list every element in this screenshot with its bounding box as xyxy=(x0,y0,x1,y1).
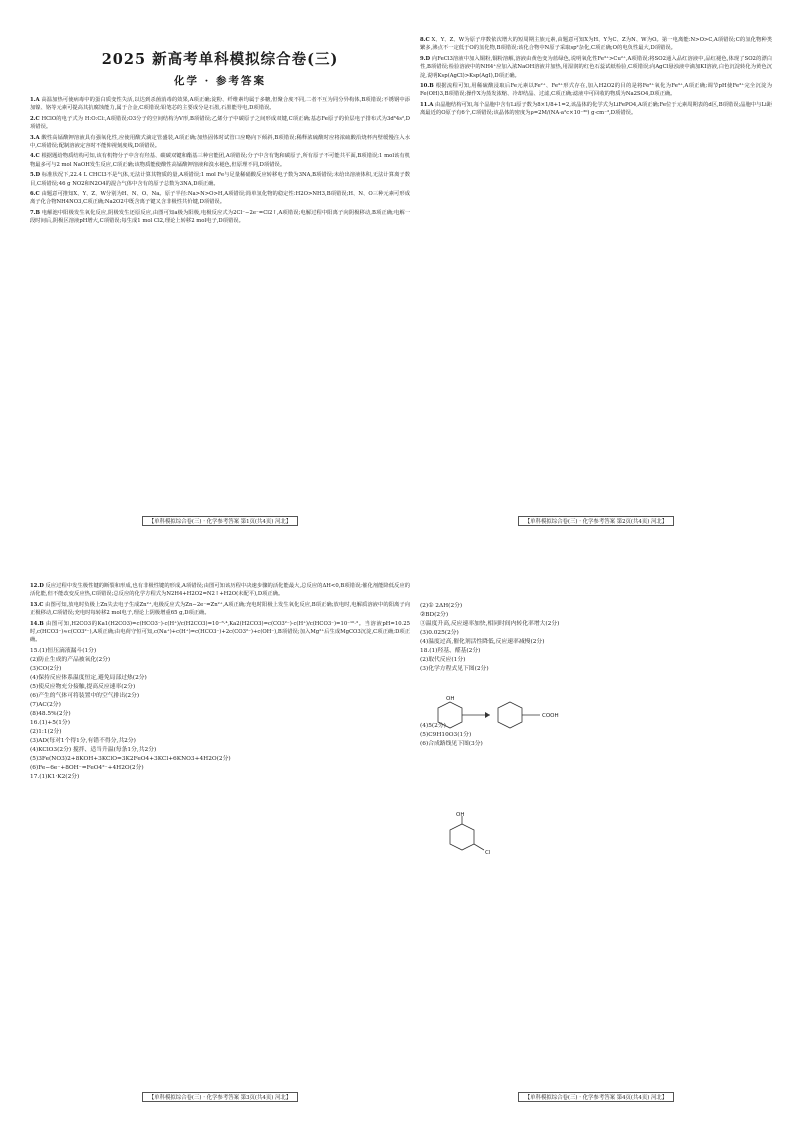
structure-label: OH xyxy=(456,812,465,818)
answer-item: 8.C X、Y、Z、W为原子序数依次增大的短周期主族元素,由题意可知X为H、Y为C、Z为N、W为O。第一电离能:N>O>C,A项错误;C的氢化物种类繁多,沸点不一定低于O的氢化物,B项错误;该化合物中N原子采取sp²杂化,C项正确;O的电负性最大,D项错误。 xyxy=(420,37,772,52)
structure-label: OH xyxy=(446,696,455,702)
answer-page-3 xyxy=(30,582,410,1102)
answer-line: (2)防止生成的产品被氧化(2分) xyxy=(30,656,111,663)
answer-line: (2)1:1(2分) xyxy=(30,728,62,735)
answer-page-2 xyxy=(420,36,772,526)
answer-item: 11.A 由晶胞结构可知,每个晶胞中含有Li原子数为8×1/8+1=2,该晶体的化学式为LiFePO4,A项正确;Fe位于元素周期表的d区,B项错误;晶胞中与Li距离最近的O原子有6个,C项错误;该晶体的密度为ρ=2M/(NA·a²c×10⁻³⁰) g·cm⁻³,D项错误。 xyxy=(420,101,772,117)
answer-line: (4)温度过高,催化剂活性降低,反应速率减慢(2分) xyxy=(420,639,545,645)
page4-answers xyxy=(420,602,772,674)
answer-line: (5)C9H10O3(1分) xyxy=(420,732,472,738)
page-footer: 【单科模拟综合卷(三) · 化学参考答案 第3页(共4页) 河北】 xyxy=(30,1092,410,1102)
answer-item: 6.C 由题意可推知X、Y、Z、W分别为H、N、O、Na。原子半径:Na>N>O>H,A项错误;简单氢化物的稳定性:H2O>NH3,B项错误;H、N、O三种元素可形成离子化合物NH4NO3,C项正确;Na2O2中既含离子键又含非极性共价键,D项错误。 xyxy=(30,191,410,206)
answer-item: 5.D 标准状况下,22.4 L CHCl3不是气体,无法计算其物质的量,A项错误;1 mol Fe与足量稀硝酸反应转移电子数为3NA,B项错误;未给出溶液体积,无法计算离子数目,C项错误;46 g NO2和N2O4的混合气体中含有的原子总数为3NA,D项正确。 xyxy=(30,172,410,187)
answer-page-1 xyxy=(30,36,410,526)
answer-item: 3.A 酸性高锰酸钾溶液具有强氧化性,应使用酸式滴定管盛装,A项正确;加热固体时试管口应略向下倾斜,B项错误;稀释浓硫酸时应将浓硫酸沿烧杯内壁缓慢注入水中,C项错误;配制溶液定容时不能仰视刻度线,D项错误。 xyxy=(30,134,410,150)
answer-line: 18.(1)羟基、醛基(2分) xyxy=(420,648,481,654)
structure-diagram xyxy=(432,812,512,862)
structure-label: Cl xyxy=(485,850,491,856)
document-subtitle: 化学 · 参考答案 xyxy=(174,75,266,87)
answer-line: (3)AD(每对1个得1分,有错不得分,共2分) xyxy=(30,737,136,744)
page-footer: 【单科模拟综合卷(三) · 化学参考答案 第2页(共4页) 河北】 xyxy=(420,516,772,526)
answer-item: 12.D 反应过程中发生极性键的断裂和形成,也有非极性键的形成,A项错误;由图可知该历程中决速步骤的活化能最大,总反应的ΔH<0,B项错误;催化剂能降低反应的活化能,但不能改变反应热,C项错误;总反应的化学方程式为N2H4+H2O2=N2↑+H2O(未配平),D项正确。 xyxy=(30,583,410,598)
answer-line: (2)取代反应(1分) xyxy=(420,657,466,663)
answer-line: 15.(1)恒压滴液漏斗(1分) xyxy=(30,647,97,654)
answer-item: 10.B 根据流程可知,用稀硫酸浸取后Fe元素以Fe²⁺、Fe³⁺形式存在,加入H2O2的目的是将Fe²⁺氧化为Fe³⁺,A项正确;调节pH使Fe³⁺完全沉淀为Fe(OH)3,B项错误;操作X为蒸发浓缩、冷却结晶、过滤,C项正确;滤液中可回收的物质为Na2SO4,D项正确。 xyxy=(420,83,772,98)
answer-item: 14.B 由图可知,H2CO3的Ka1(H2CO3)=c(HCO3⁻)·c(H⁺)/c(H2CO3)=10⁻⁶·⁴,Ka2(H2CO3)=c(CO3²⁻)·c(H⁺)/c(HCO3⁻)=10⁻¹⁰·³。当溶液pH=10.25时,c(HCO3⁻)≈c(CO3²⁻),A项正确;由电荷守恒可知,c(Na⁺)+c(H⁺)=c(HCO3⁻)+2c(CO3²⁻)+c(OH⁻),B项错误;加入Mg²⁺后生成MgCO3沉淀,C项正确;D项正确。 xyxy=(30,620,410,644)
answer-line: (3)CO(2分) xyxy=(30,665,62,672)
document-title: 2025 新高考单科模拟综合卷(三) xyxy=(101,51,339,68)
answer-line: (2)① 2ΔH(2分) xyxy=(420,603,463,609)
answer-line: 16.(1)+5(1分) xyxy=(30,719,70,726)
answer-line: (4)KClO3(2分) 搅拌、适当升温(每条1分,共2分) xyxy=(30,746,157,753)
page-footer: 【单科模拟综合卷(三) · 化学参考答案 第1页(共4页) 河北】 xyxy=(30,516,410,526)
answer-line: 17.(1)K1·K2(2分) xyxy=(30,773,80,780)
structure-label: COOH xyxy=(542,713,559,719)
answer-item: 2.C HClO的电子式为 H:O:Cl:,A项错误;O3分子的空间结构为V形,B项错误;乙烯分子中碳原子之间形成双键,C项正确;基态Fe原子的价层电子排布式为3d⁶4s²,D项错误。 xyxy=(30,115,410,131)
answer-line: (5)3Fe(NO3)2+8KOH+3KClO=3K2FeO4+3KCl+6KNO3+4H2O(2分) xyxy=(30,755,231,762)
answer-line: (3)0.025(2分) xyxy=(420,630,459,636)
answer-line: (4)5(2分) xyxy=(420,723,446,729)
page2-items xyxy=(420,36,772,118)
answer-line: ③温度升高,反应速率加快,相同时间内转化率增大(2分) xyxy=(420,621,560,627)
answer-item: 9.D 向FeCl3溶液中加入铜粉,铜粉溶解,溶液由黄色变为蓝绿色,说明氧化性Fe³⁺>Cu²⁺,A项错误;将SO2通入品红溶液中,品红褪色,体现了SO2的漂白性,B项错误;检验溶液中的NH4⁺应加入浓NaOH溶液并加热,用湿润的红色石蕊试纸检验,C项错误;向AgCl悬浊液中滴加KI溶液,白色沉淀转化为黄色沉淀,说明Ksp(AgCl)>Ksp(AgI),D项正确。 xyxy=(420,55,772,79)
page3-answers xyxy=(30,647,410,782)
page1-items xyxy=(30,96,410,226)
answer-item: 13.C 由图可知,放电时负极上Zn失去电子生成Zn²⁺,电极反应式为Zn−2e⁻=Zn²⁺,A项正确;充电时阳极上发生氧化反应,B项正确;放电时,电解质溶液中的阳离子向正极移动,C项错误;充电时每转移2 mol电子,理论上阴极增重65 g,D项正确。 xyxy=(30,601,410,617)
answer-item: 1.A 高温加热可使病毒中的蛋白质变性失活,以达到杀菌消毒的效果,A项正确;淀粉、纤维素均属于多糖,但聚合度不同,二者不互为同分异构体,B项错误;不锈钢中添加镍、铬等元素可提高其抗腐蚀能力,属于合金,C项错误;铅笔芯的主要成分是石墨,石墨能导电,D项错误。 xyxy=(30,97,410,112)
answer-page-4 xyxy=(420,602,772,1102)
page3-items xyxy=(30,582,410,645)
page-footer: 【单科模拟综合卷(三) · 化学参考答案 第4页(共4页) 河北】 xyxy=(420,1092,772,1102)
answer-line: (4)保持反应体系温度恒定,避免局部过热(2分) xyxy=(30,674,147,681)
answer-line: (6)Fe−6e⁻+8OH⁻=FeO4²⁻+4H2O(2分) xyxy=(30,764,144,771)
answer-line: (6)合成路线见下图(3分) xyxy=(420,741,483,747)
answer-line: (7)AC(2分) xyxy=(30,701,61,708)
answer-item: 7.B 电解池中阳极发生氧化反应,阴极发生还原反应,由图可知a极为阳极,电极反应式为2Cl⁻−2e⁻=Cl2↑,A项错误;电解过程中阳离子向阴极移动,B项正确;电解一段时间后,阴极区溶液pH增大,C项错误;每生成1 mol Cl2,理论上转移2 mol电子,D项错误。 xyxy=(30,209,410,225)
reaction-scheme-diagram xyxy=(430,694,630,734)
answer-item: 4.C 根据题给物质结构可知,该有机物分子中含有羟基、碳碳双键和酯基三种官能团,A项错误;分子中含有饱和碳原子,所有原子不可能共平面,B项错误;1 mol该有机物最多可与2 mol NaOH发生反应,C项正确;该物质能使酸性高锰酸钾溶液和溴水褪色,但原理不同,D项错误。 xyxy=(30,153,410,168)
answer-line: ②BD(2分) xyxy=(420,612,449,618)
answer-line: (5)使反应物充分接触,提高反应速率(2分) xyxy=(30,683,136,690)
answer-line: (6)产生的气体可将装置中的空气排出(2分) xyxy=(30,692,140,699)
answer-line: (3)化学方程式见下图(2分) xyxy=(420,666,489,672)
answer-line: (8)48.5%(2分) xyxy=(30,710,71,717)
